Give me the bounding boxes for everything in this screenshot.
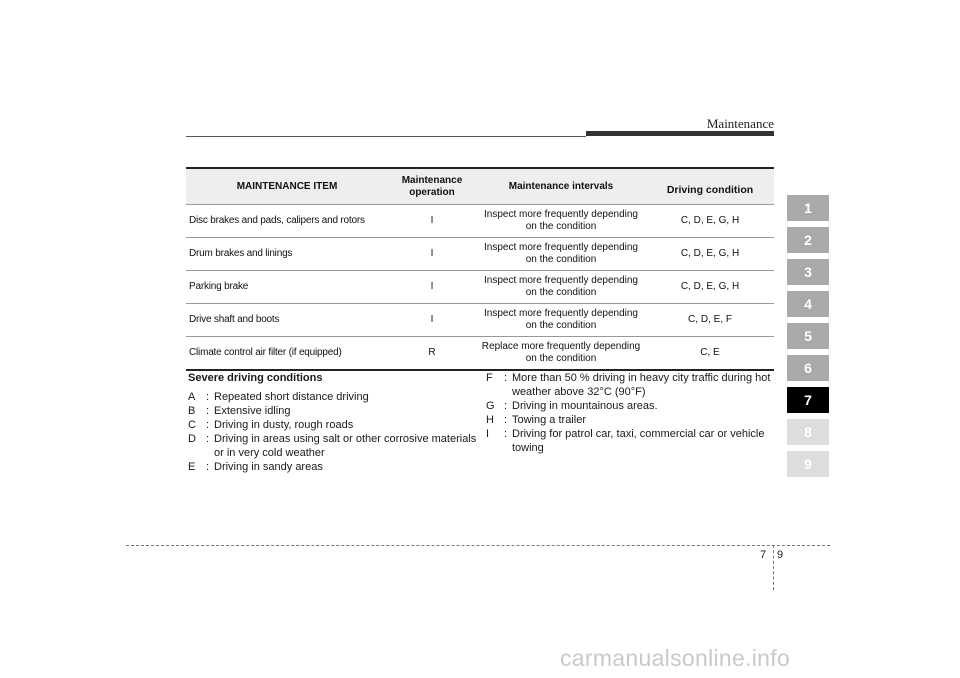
cell-condition: C, D, E, G, H xyxy=(646,205,774,238)
cell-interval: Inspect more frequently depending on the condition xyxy=(476,238,646,271)
condition-key: C xyxy=(188,419,196,431)
condition-key: B xyxy=(188,405,196,417)
cell-interval: Inspect more frequently depending on the condition xyxy=(476,205,646,238)
condition-text: Extensive idling xyxy=(214,405,291,417)
conditions-heading: Severe driving conditions xyxy=(188,372,323,384)
cell-operation: I xyxy=(388,271,476,304)
table-row xyxy=(186,238,774,271)
condition-item: E : Driving in sandy areas xyxy=(188,460,478,474)
condition-item: A : Repeated short distance driving xyxy=(188,390,478,404)
chapter-tab-1[interactable]: 1 xyxy=(787,195,829,221)
condition-text: Driving for patrol car, taxi, commercial car or vehicle towing xyxy=(512,428,765,454)
chapter-tab-8[interactable]: 8 xyxy=(787,419,829,445)
cell-operation: R xyxy=(388,337,476,371)
footer-page-divider xyxy=(773,545,774,590)
chapter-tab-9[interactable]: 9 xyxy=(787,451,829,477)
condition-item: D : Driving in areas using salt or other corrosive materials or in very cold weather xyxy=(188,433,477,459)
cell-item: Climate control air filter (if equipped) xyxy=(186,337,388,371)
cell-operation: I xyxy=(388,304,476,337)
condition-key: D xyxy=(188,433,196,445)
table-row xyxy=(186,271,774,304)
cell-condition: C, D, E, G, H xyxy=(646,271,774,304)
condition-item: H : Towing a trailer xyxy=(486,413,776,427)
condition-item: C : Driving in dusty, rough roads xyxy=(188,418,478,432)
chapter-tab-6[interactable]: 6 xyxy=(787,355,829,381)
table-row xyxy=(186,205,774,238)
chapter-tab-3[interactable]: 3 xyxy=(787,259,829,285)
condition-item: F : More than 50 % driving in heavy city traffic during hot weather above 32°C (90°F) xyxy=(486,371,776,399)
cell-condition: C, D, E, F xyxy=(646,304,774,337)
cell-operation: I xyxy=(388,238,476,271)
condition-key: H xyxy=(486,414,494,426)
condition-key: I xyxy=(486,428,490,440)
cell-operation: I xyxy=(388,205,476,238)
condition-key: E xyxy=(188,461,196,473)
chapter-tab-4[interactable]: 4 xyxy=(787,291,829,317)
condition-key: A xyxy=(188,391,196,403)
conditions-right-column xyxy=(486,371,776,455)
cell-condition: C, E xyxy=(646,337,774,371)
table-row xyxy=(186,337,774,371)
header-condition: Driving condition xyxy=(646,168,774,205)
cell-interval: Replace more frequently depending on the condition xyxy=(476,337,646,371)
header-rule-accent xyxy=(586,131,774,136)
footer-chapter-number: 7 xyxy=(760,549,767,561)
footer-divider xyxy=(126,545,830,546)
cell-interval: Inspect more frequently depending on the condition xyxy=(476,271,646,304)
condition-key: G xyxy=(486,400,495,412)
header-item: MAINTENANCE ITEM xyxy=(186,168,388,205)
chapter-tabs xyxy=(787,195,829,483)
table-header-row xyxy=(186,168,774,205)
header-interval: Maintenance intervals xyxy=(476,168,646,205)
condition-text: Driving in mountainous areas. xyxy=(512,400,658,412)
maintenance-table xyxy=(186,167,774,371)
cell-interval: Inspect more frequently depending on the condition xyxy=(476,304,646,337)
cell-condition: C, D, E, G, H xyxy=(646,238,774,271)
condition-text: Repeated short distance driving xyxy=(214,391,369,403)
section-title: Maintenance xyxy=(706,116,774,131)
cell-item: Drive shaft and boots xyxy=(186,304,388,337)
chapter-tab-2[interactable]: 2 xyxy=(787,227,829,253)
condition-text: More than 50 % driving in heavy city traffic during hot weather above 32°C (90°F) xyxy=(512,372,771,398)
conditions-left-column xyxy=(188,371,478,474)
table-row xyxy=(186,304,774,337)
condition-item: B : Extensive idling xyxy=(188,404,478,418)
cell-item: Disc brakes and pads, calipers and rotors xyxy=(186,205,388,238)
condition-text: Driving in dusty, rough roads xyxy=(214,419,354,431)
footer-page-number: 9 xyxy=(777,549,784,561)
condition-key: F xyxy=(486,372,493,384)
condition-item: G : Driving in mountainous areas. xyxy=(486,399,776,413)
chapter-tab-5[interactable]: 5 xyxy=(787,323,829,349)
cell-item: Parking brake xyxy=(186,271,388,304)
watermark: carmanualsonline.info xyxy=(560,645,791,671)
cell-item: Drum brakes and linings xyxy=(186,238,388,271)
condition-text: Driving in sandy areas xyxy=(214,461,323,473)
header-rule xyxy=(186,136,586,137)
chapter-tab-7[interactable]: 7 xyxy=(787,387,829,413)
condition-item: I : Driving for patrol car, taxi, commercial car or vehicle towing xyxy=(486,427,776,455)
condition-text: Driving in areas using salt or other corrosive materials or in very cold weather xyxy=(214,433,477,459)
header-operation: Maintenance operation xyxy=(388,168,476,205)
condition-text: Towing a trailer xyxy=(512,414,586,426)
